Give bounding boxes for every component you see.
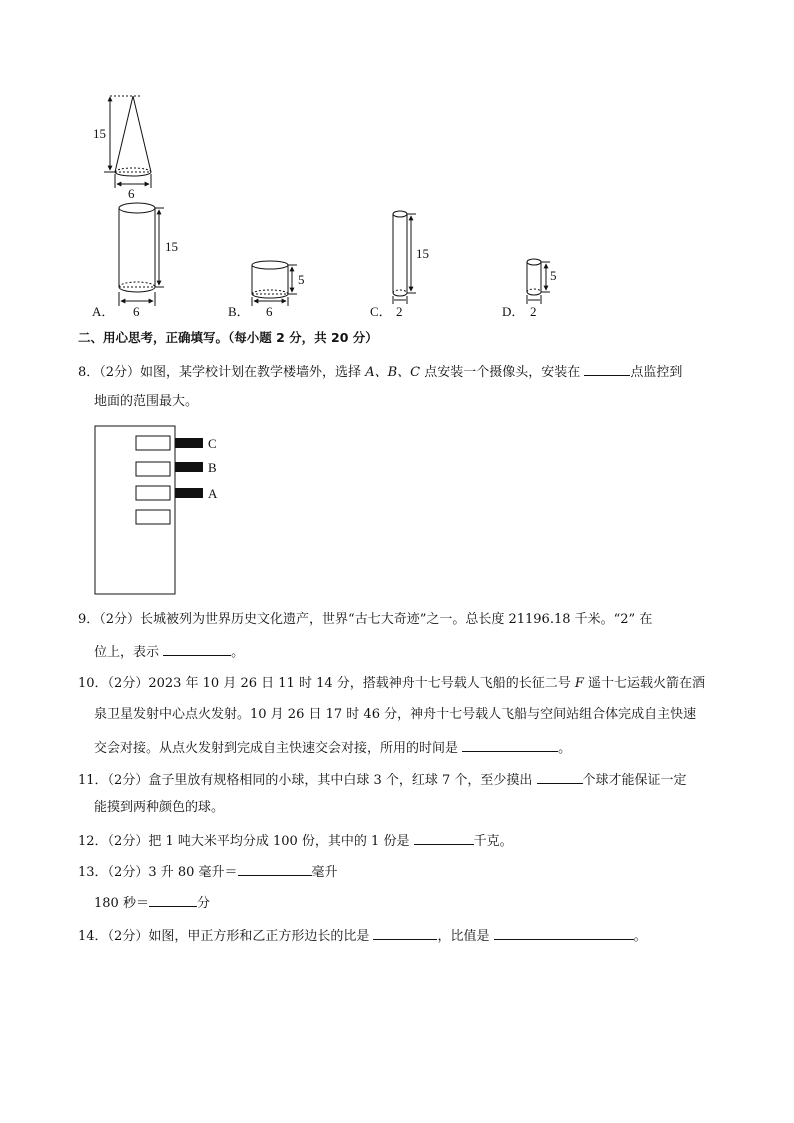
answer-blank-q11[interactable] — [537, 769, 583, 784]
question-10-line-2: 泉卫星发射中心点火发射。10 月 26 日 17 时 46 分，神舟十七号载人飞船与空间站组合体完成自主快速 — [94, 707, 697, 722]
solids-figure — [0, 0, 794, 330]
cylinder-b-diameter-label: 6 — [266, 304, 273, 319]
cylinder-b-height-label: 5 — [298, 272, 305, 287]
camera-a — [175, 488, 203, 498]
point-b-label: B — [208, 460, 217, 475]
cylinder-b-figure — [252, 261, 297, 306]
cylinder-d-height-label: 5 — [550, 268, 557, 283]
option-c-letter: C． — [370, 304, 392, 319]
question-11-line-1: 11．（2分）盒子里放有规格相同的小球，其中白球 3 个，红球 7 个，至少摸出 个球才能保证一定 — [78, 769, 687, 790]
question-13-line-1: 13．（2分）3 升 80 毫升＝ 毫升 — [78, 861, 338, 882]
cylinder-d-figure — [527, 259, 550, 304]
cylinder-a-height-label: 15 — [165, 239, 178, 254]
answer-blank-q13-ml[interactable] — [238, 861, 312, 876]
question-8-line-1: 8．（2分）如图，某学校计划在教学楼墙外，选择 A、B、C 点安装一个摄像头，安装在 点监控到 — [78, 361, 682, 382]
answer-blank-q14-value[interactable] — [494, 925, 634, 940]
point-c-label: C — [208, 436, 217, 451]
camera-b — [175, 462, 203, 472]
question-9-line-2: 位上，表示 。 — [94, 641, 244, 662]
cone-figure — [104, 96, 151, 188]
answer-blank-q12[interactable] — [414, 830, 474, 845]
answer-blank-q8[interactable] — [584, 361, 630, 376]
building-diagram — [90, 422, 240, 598]
question-10-line-3: 交会对接。从点火发射到完成自主快速交会对接，所用的时间是 。 — [94, 737, 571, 758]
option-a-letter: A． — [92, 304, 115, 319]
answer-blank-q10[interactable] — [462, 737, 558, 752]
point-a-label: A — [208, 486, 218, 501]
cone-diameter-label: 6 — [128, 186, 135, 201]
cylinder-d-diameter-label: 2 — [530, 304, 537, 319]
cylinder-a-figure — [119, 203, 164, 306]
question-12-line-1: 12．（2分）把 1 吨大米平均分成 100 份，其中的 1 份是 千克。 — [78, 830, 513, 851]
cone-height-label: 15 — [93, 126, 106, 141]
answer-blank-q9[interactable] — [163, 641, 231, 656]
question-14-line-1: 14．（2分）如图，甲正方形和乙正方形边长的比是 ，比值是 。 — [78, 925, 647, 946]
answer-blank-q14-ratio[interactable] — [373, 925, 437, 940]
section-2-heading: 二、用心思考，正确填写。（每小题 2 分，共 20 分） — [78, 330, 378, 345]
question-13-line-2: 180 秒＝ 分 — [94, 892, 210, 913]
question-11-line-2: 能摸到两种颜色的球。 — [94, 800, 225, 815]
question-10-line-1: 10．（2分）2023 年 10 月 26 日 11 时 14 分，搭载神舟十七号载人飞船的长征二号 F 遥十七运载火箭在酒 — [78, 676, 706, 691]
cylinder-a-diameter-label: 6 — [133, 304, 140, 319]
option-b-letter: B． — [228, 304, 250, 319]
answer-blank-q13-min[interactable] — [149, 892, 197, 907]
cylinder-c-diameter-label: 2 — [396, 304, 403, 319]
cylinder-c-figure — [393, 211, 416, 304]
question-8-line-2: 地面的范围最大。 — [94, 394, 199, 409]
cylinder-c-height-label: 15 — [416, 246, 429, 261]
option-d-letter: D． — [502, 304, 525, 319]
question-9-line-1: 9．（2分）长城被列为世界历史文化遗产，世界“古七大奇迹”之一。总长度 21196.18 千米。“2” 在 — [78, 612, 653, 627]
camera-c — [175, 438, 203, 448]
